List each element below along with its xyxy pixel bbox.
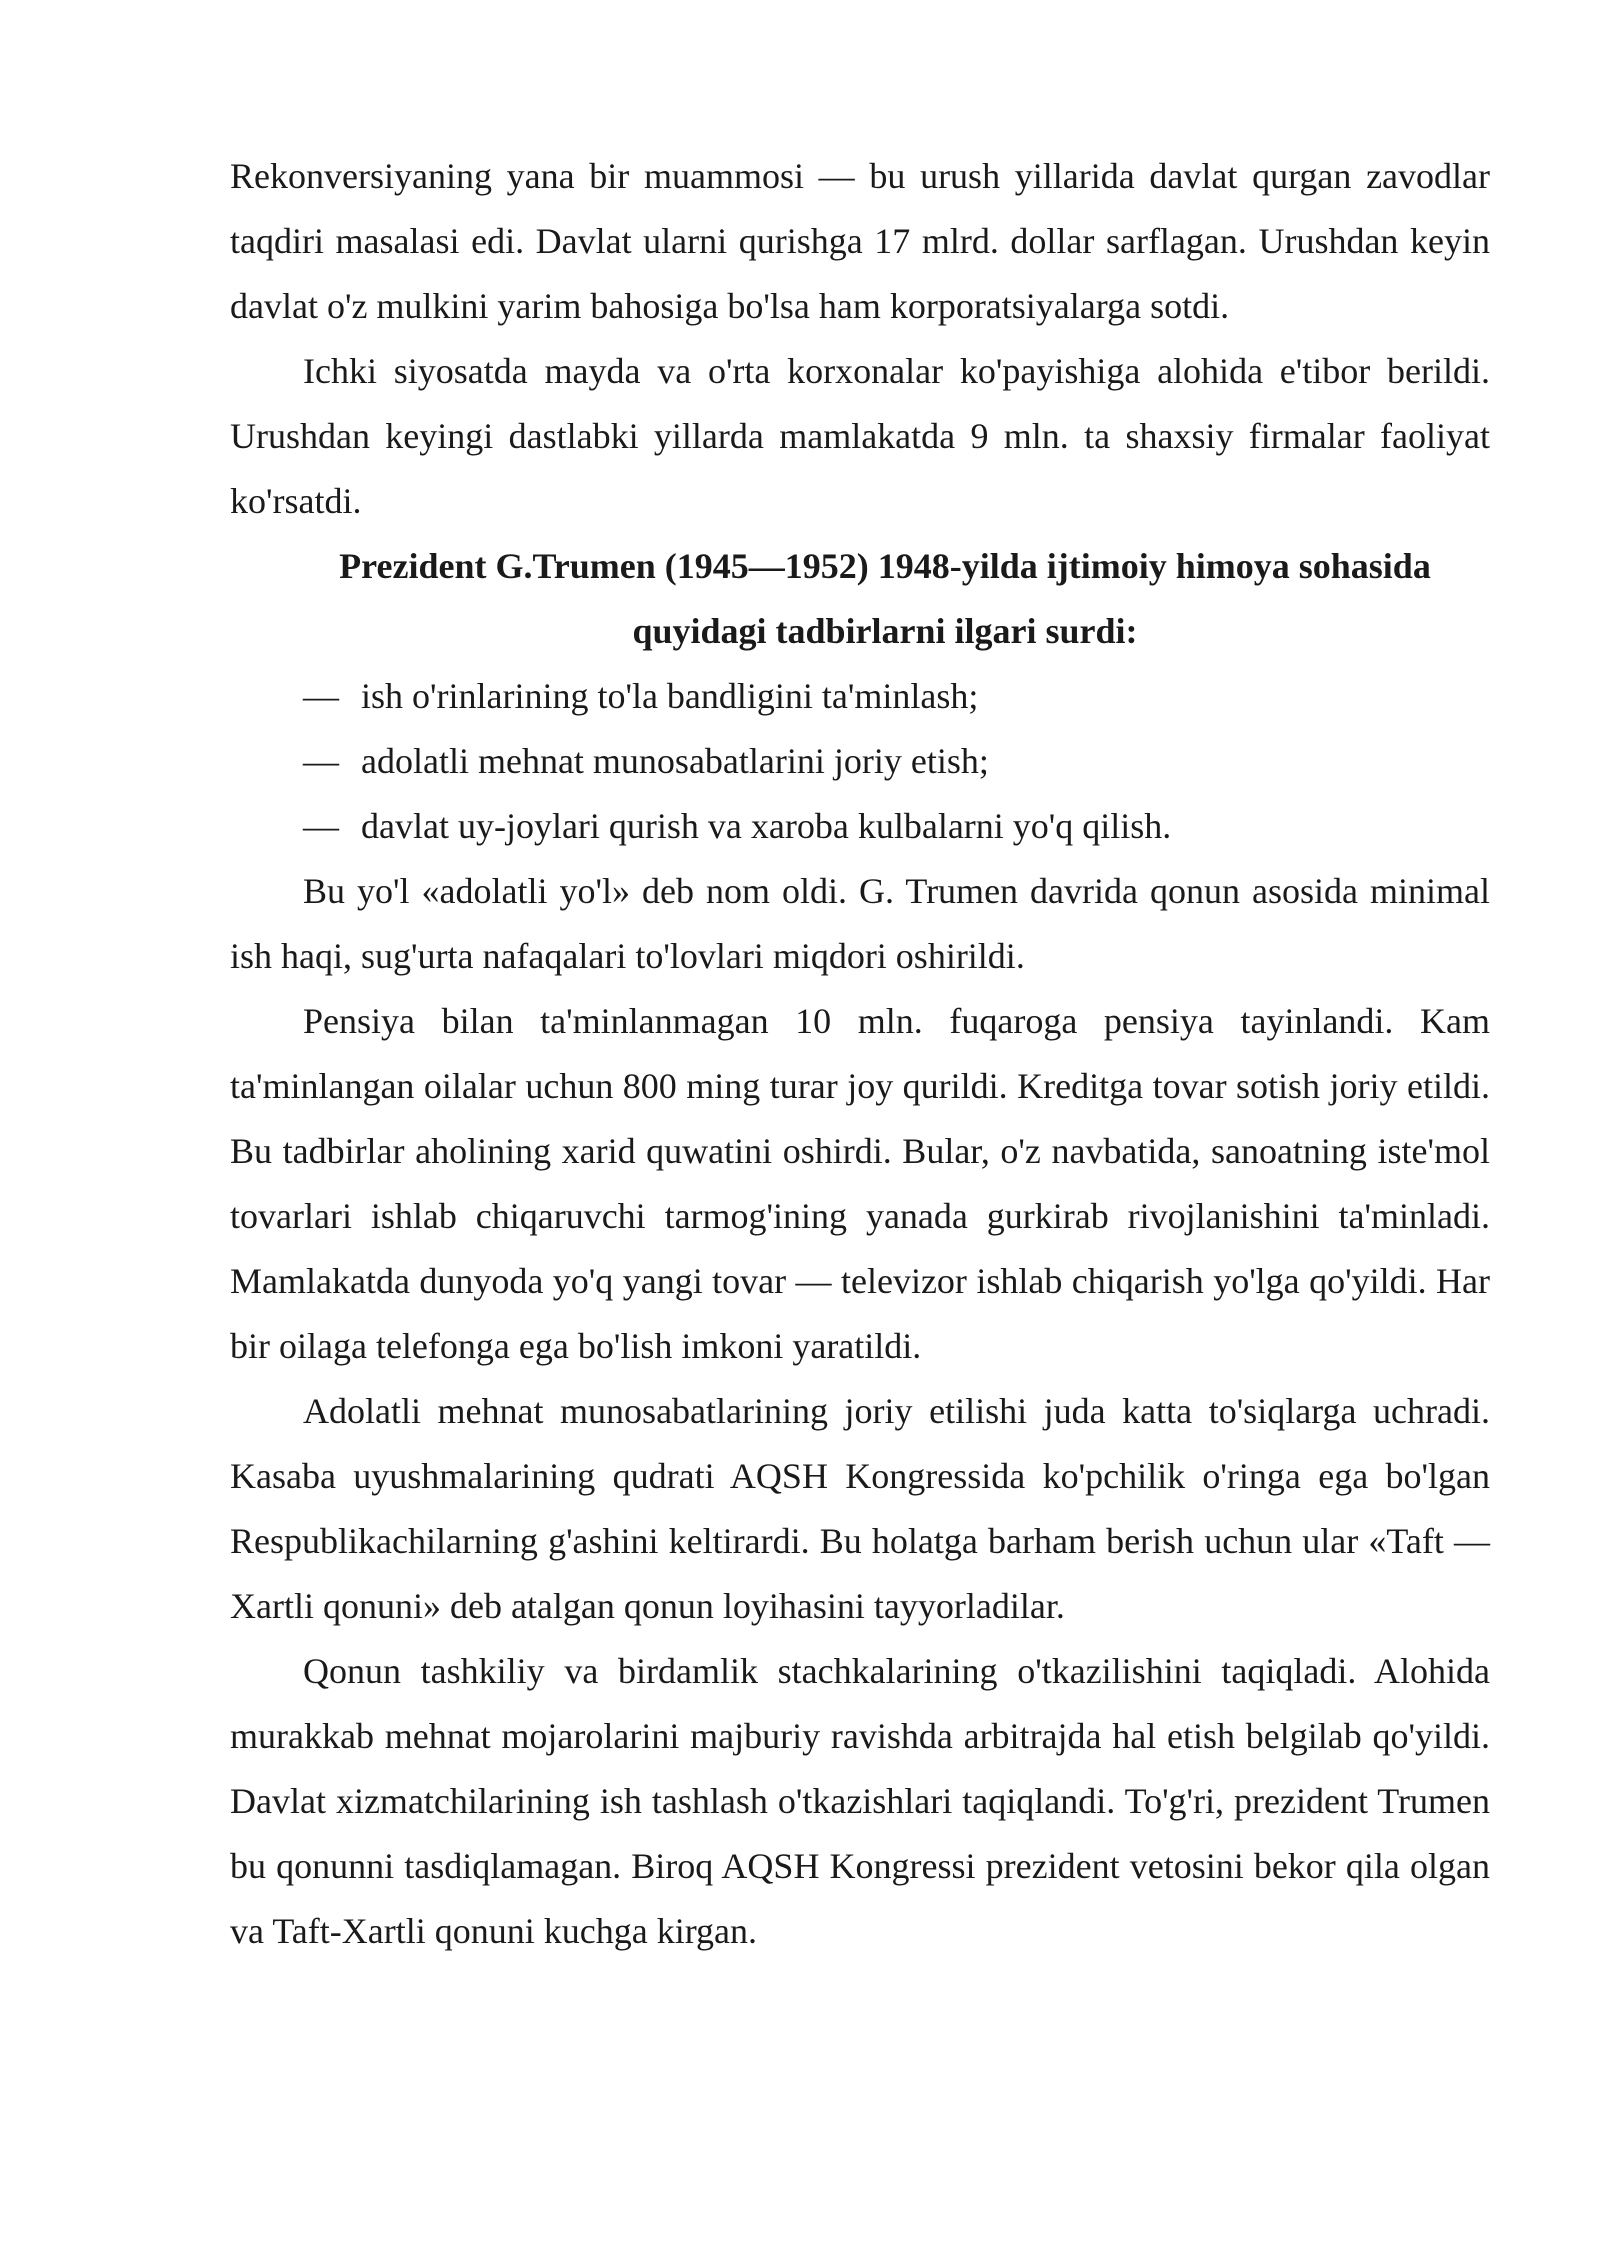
paragraph-labor-relations: Adolatli mehnat munosabatlarining joriy etilishi juda katta to'siqlarga uchradi. Kasaba uyushmalarining qudrati AQSH Kongressida ko'pchilik o'ringa ega bo'lgan Respublikachilarning g'ashini keltirardi. Bu holatga barham berish uchun ular «Taft — Xartli qonuni» deb atalgan qonun loyihasini tayyorladilar. xyxy=(230,1391,1490,1626)
paragraph-internal-policy: Ichki siyosatda mayda va o'rta korxonalar ko'payishiga alohida e'tibor berildi. Urushdan keyingi dastlabki yillarda mamlakatda 9 mln. ta shaxsiy firmalar faoliyat ko'rsatdi. xyxy=(230,351,1490,521)
list-item-text: adolatli mehnat munosabatlarini joriy etish; xyxy=(361,741,989,781)
bullet-dash: — xyxy=(303,806,339,846)
section-heading: Prezident G.Trumen (1945—1952) 1948-yilda ijtimoiy himoya sohasida quyidagi tadbirlarni ilgari surdi: xyxy=(339,546,1431,651)
paragraph-pensions: Pensiya bilan ta'minlanmagan 10 mln. fuqaroga pensiya tayinlandi. Kam ta'minlangan oilalar uchun 800 ming turar joy qurildi. Kreditga tovar sotish joriy etildi. Bu tadbirlar aholining xarid quwatini oshirdi. Bular, o'z navbatida, sanoatning iste'mol tovarlari ishlab chiqaruvchi tarmog'ining yanada gurkirab rivojlanishini ta'minladi. Mamlakatda dunyoda yo'q yangi tovar — televizor ishlab chiqarish yo'lga qo'yildi. Har bir oilaga telefonga ega bo'lish imkoni yaratildi. xyxy=(230,1001,1490,1366)
paragraph-taft-hartley: Qonun tashkiliy va birdamlik stachkalarining o'tkazilishini taqiqladi. Alohida murakkab mehnat mojarolarini majburiy ravishda arbitrajda hal etish belgilab qo'yildi. Davlat xizmatchilarining ish tashlash o'tkazishlari taqiqlandi. To'g'ri, prezident Trumen bu qonunni tasdiqlamagan. Biroq AQSH Kongressi prezident vetosini bekor qila olgan va Taft-Xartli qonuni kuchga kirgan. xyxy=(230,1651,1490,1951)
list-item-text: davlat uy-joylari qurish va xaroba kulbalarni yo'q qilish. xyxy=(361,806,1172,846)
list-item-text: ish o'rinlarining to'la bandligini ta'minlash; xyxy=(361,676,979,716)
list-item xyxy=(230,664,1490,729)
bullet-dash: — xyxy=(303,676,339,716)
paragraph-reconversion: Rekonversiyaning yana bir muammosi — bu urush yillarida davlat qurgan zavodlar taqdiri masalasi edi. Davlat ularni qurishga 17 mlrd. dollar sarflagan. Urushdan keyin davlat o'z mulkini yarim bahosiga bo'lsa ham korporatsiyalarga sotdi. xyxy=(230,156,1490,326)
document-body xyxy=(230,144,1490,1964)
paragraph-fair-deal: Bu yo'l «adolatli yo'l» deb nom oldi. G. Trumen davrida qonun asosida minimal ish haqi, sug'urta nafaqalari to'lovlari miqdori oshirildi. xyxy=(230,871,1490,976)
bullet-dash: — xyxy=(303,741,339,781)
list-item xyxy=(230,794,1490,859)
list-item xyxy=(230,729,1490,794)
